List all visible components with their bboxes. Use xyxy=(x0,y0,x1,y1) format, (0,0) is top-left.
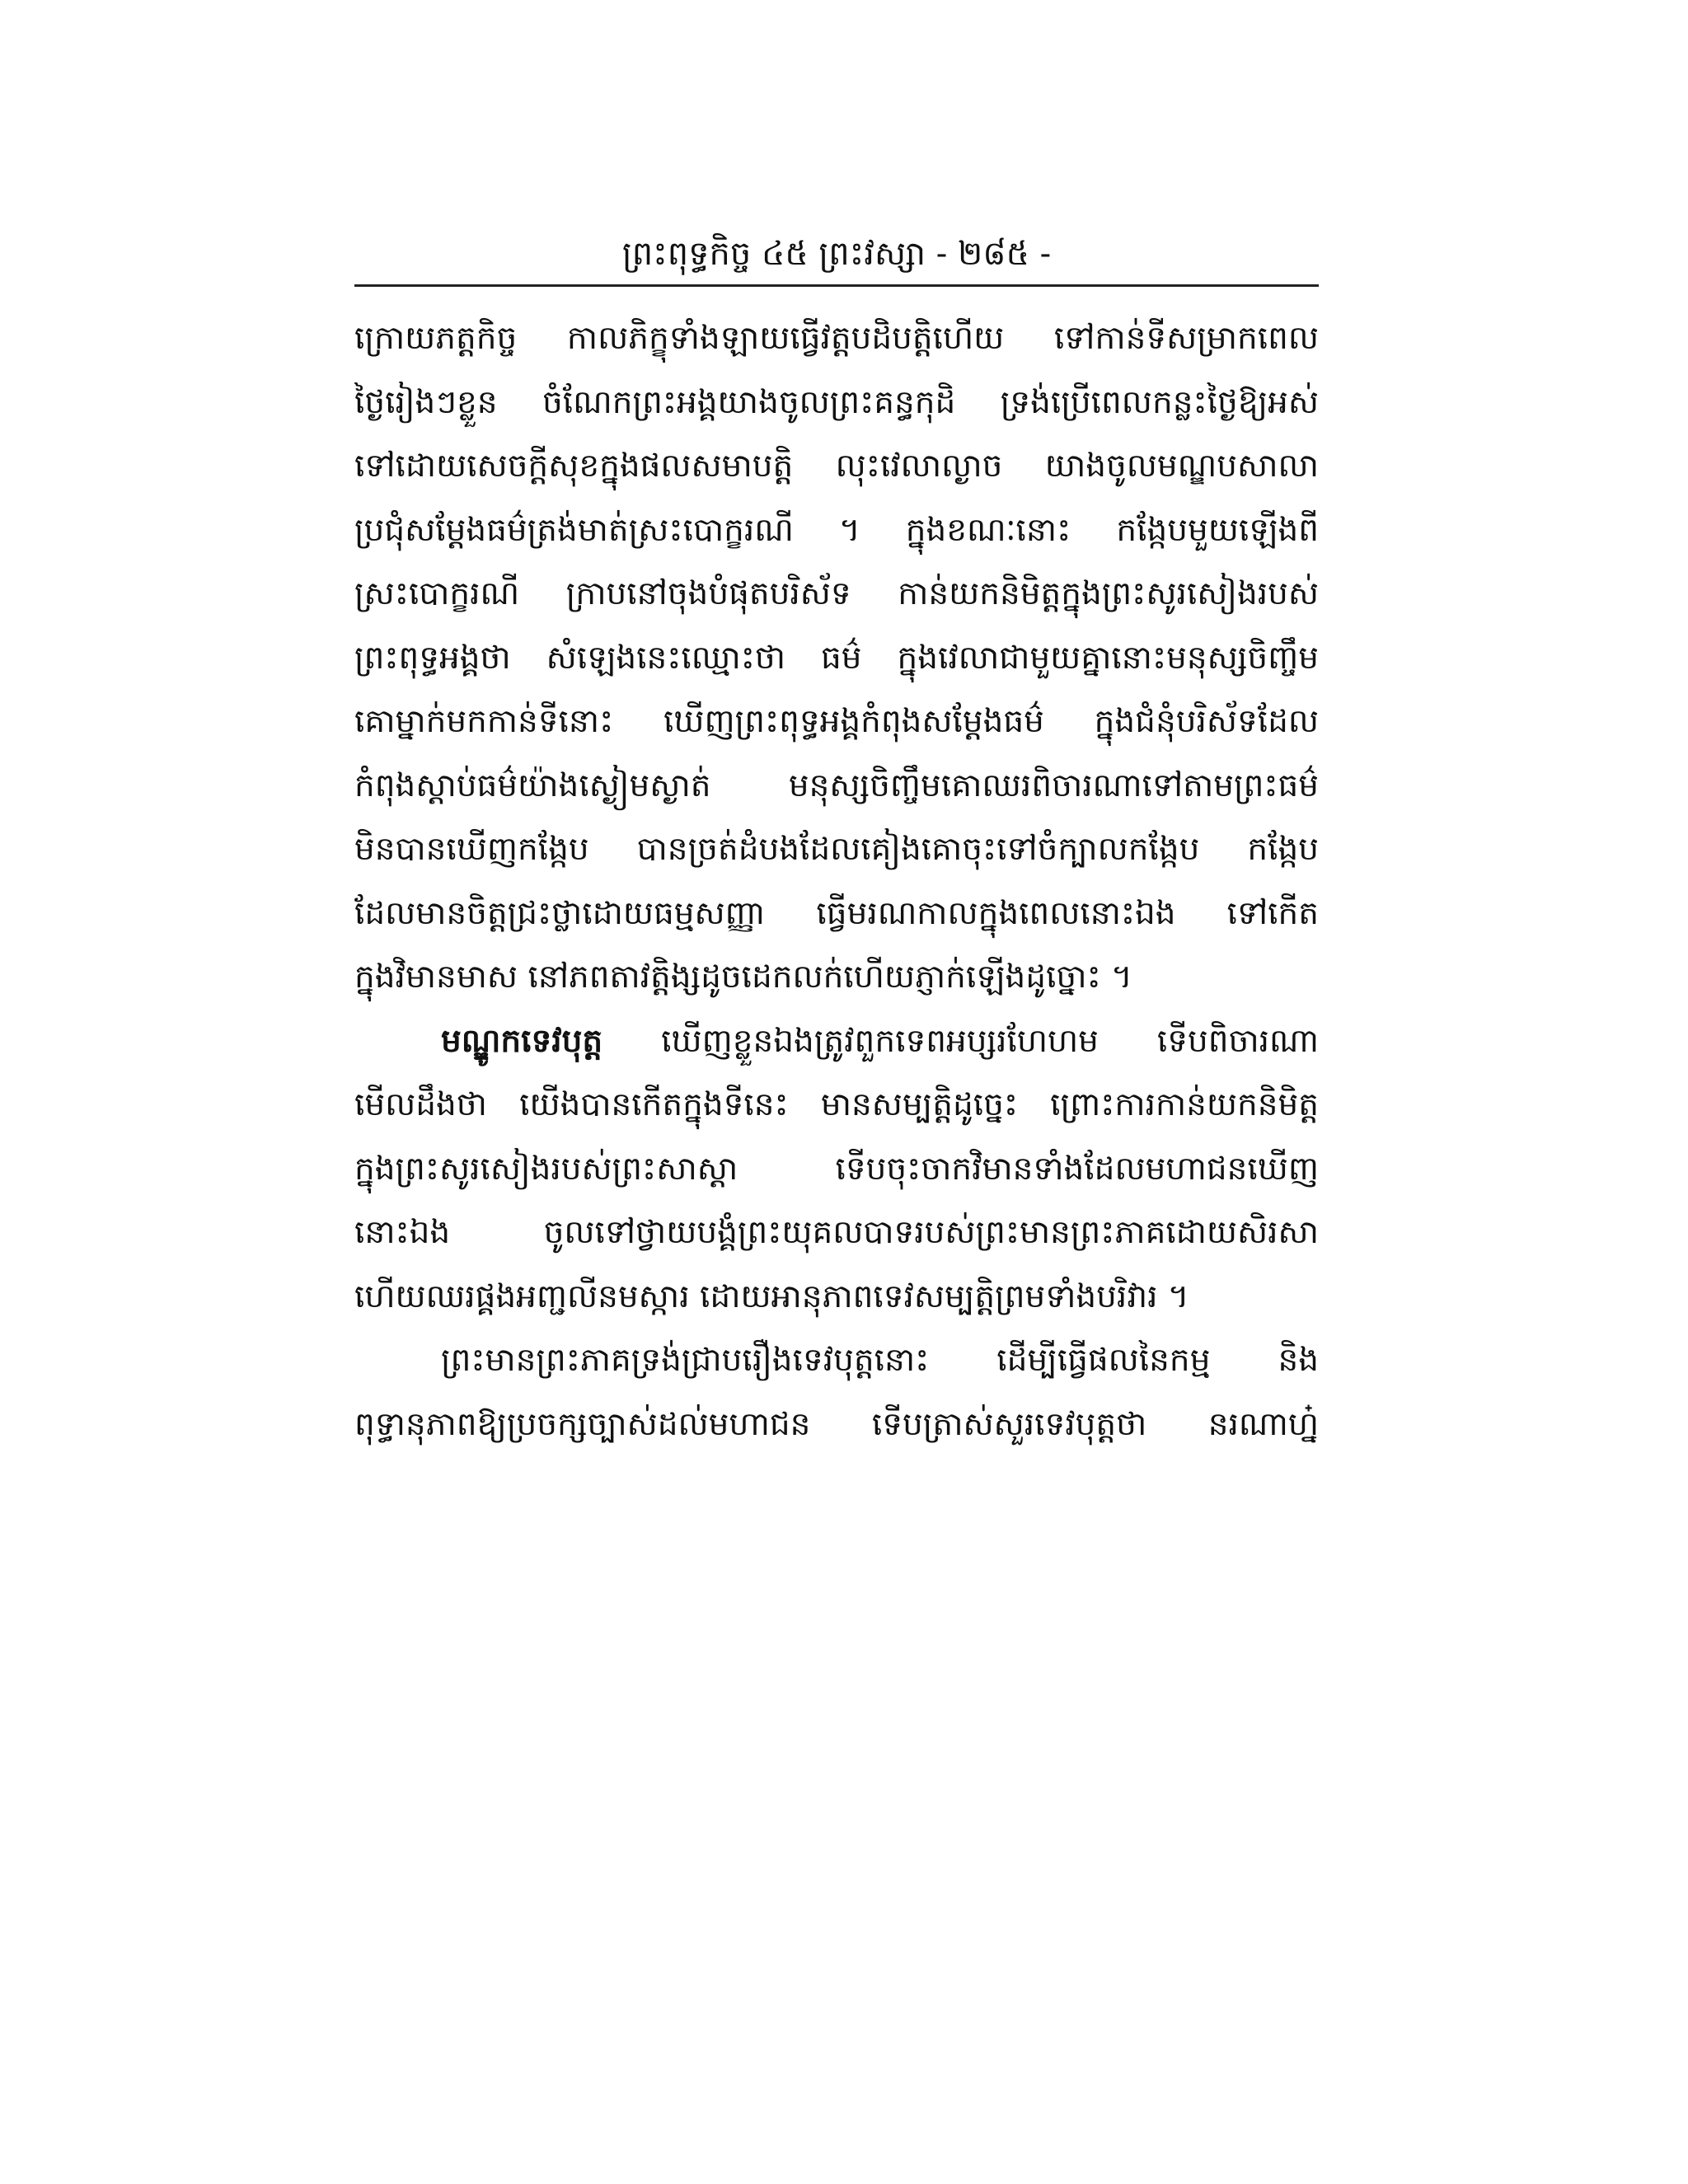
text-line: កំពុងស្ដាប់ធម៌យ៉ាងស្ងៀមស្ងាត់ មនុស្សចិញ្ចឹមគោឈរពិចារណាទៅតាមព្រះធម៌ xyxy=(354,766,1319,804)
paragraph-first-line xyxy=(354,1010,1319,1074)
text-line: ថ្ងៃរៀងៗខ្លួន ចំណែកព្រះអង្គយាងចូលព្រះគន្ធកុដិ ទ្រង់ប្រើពេលកន្លះថ្ងៃឱ្យអស់ xyxy=(354,383,1319,421)
text-line: ដែលមានចិត្តជ្រះថ្លាដោយធម្មសញ្ញា ធ្វើមរណកាលក្នុងពេលនោះឯង ទៅកើត xyxy=(354,894,1319,932)
text-line: ស្រះបោក្ខរណី ក្រាបនៅចុងបំផុតបរិស័ទ កាន់យកនិមិត្តក្នុងព្រះសូរសៀងរបស់ xyxy=(354,575,1319,612)
bold-lead-term: មណ្ឌូកទេវបុត្ត xyxy=(441,1021,603,1060)
body-text xyxy=(354,307,1319,1456)
text-line: ក្រោយភត្តកិច្ច កាលភិក្ខុទាំងឡាយធ្វើវត្តបដិបត្តិហើយ ទៅកាន់ទីសម្រាកពេល xyxy=(354,320,1319,357)
running-header: ព្រះពុទ្ធកិច្ច ៤៥ ព្រះវស្សា - ២៨៥ - xyxy=(621,235,1052,273)
text-line: ទៅដោយសេចក្ដីសុខក្នុងផលសមាបត្តិ លុះវេលាល្ងាច យាងចូលមណ្ឌបសាលា xyxy=(354,448,1319,485)
text-line: គោម្នាក់មកកាន់ទីនោះ ឃើញព្រះពុទ្ធអង្គកំពុងសម្ដែងធម៌ ក្នុងជំនុំបរិស័ទដែល xyxy=(354,703,1319,740)
text-line: នោះឯង ចូលទៅថ្វាយបង្គំព្រះយុគលបាទរបស់ព្រះមានព្រះភាគដោយសិរសា xyxy=(354,1214,1319,1251)
text-line: ក្នុងព្រះសូរសៀងរបស់ព្រះសាស្ដា ទើបចុះចាកវិមានទាំងដែលមហាជនឃើញ xyxy=(354,1150,1319,1188)
text-line: ហើយឈរផ្គងអញ្ជលីនមស្ការ ដោយអានុភាពទេវសម្បត្តិព្រមទាំងបរិវារ ។ xyxy=(354,1277,1189,1315)
text-line: មើលដឹងថា យើងបានកើតក្នុងទីនេះ មានសម្បត្តិដូច្នេះ ព្រោះការកាន់យកនិមិត្ត xyxy=(354,1086,1319,1123)
text-line: ពុទ្ធានុភាពឱ្យប្រចក្សច្បាស់ដល់មហាជន ទើបត្រាស់សួរទេវបុត្តថា នរណាហ្ន៎ xyxy=(354,1405,1319,1443)
text-line: ព្រះពុទ្ធអង្គថា សំឡេងនេះឈ្មោះថា ធម៌ ក្នុងវេលាជាមួយគ្នានោះមនុស្សចិញ្ចឹម xyxy=(354,639,1319,677)
text-line: មិនបានឃើញកង្កែប បានច្រត់ដំបងដែលគៀងគោចុះទៅចំក្បាលកង្កែប កង្កែប xyxy=(354,831,1319,868)
paragraph-first-line: ព្រះមានព្រះភាគទ្រង់ជ្រាបរឿងទេវបុត្តនោះ ដើម្បីធ្វើផលនៃកម្ម និង xyxy=(441,1342,1319,1379)
text-span: ឃើញខ្លួនឯងត្រូវពួកទេពអប្សរហែហម ទើបពិចារណា xyxy=(603,1022,1319,1060)
header-rule xyxy=(354,284,1319,287)
text-line: ប្រជុំសម្ដែងធម៌ត្រង់មាត់ស្រះបោក្ខរណី ។ ក្នុងខណៈនោះ កង្កែបមួយឡើងពី xyxy=(354,511,1319,549)
text-line: ក្នុងវិមានមាស នៅភពតាវត្តិង្សដូចដេកលក់ហើយភ្ញាក់ឡើងដូច្នោះ ។ xyxy=(354,958,1132,996)
